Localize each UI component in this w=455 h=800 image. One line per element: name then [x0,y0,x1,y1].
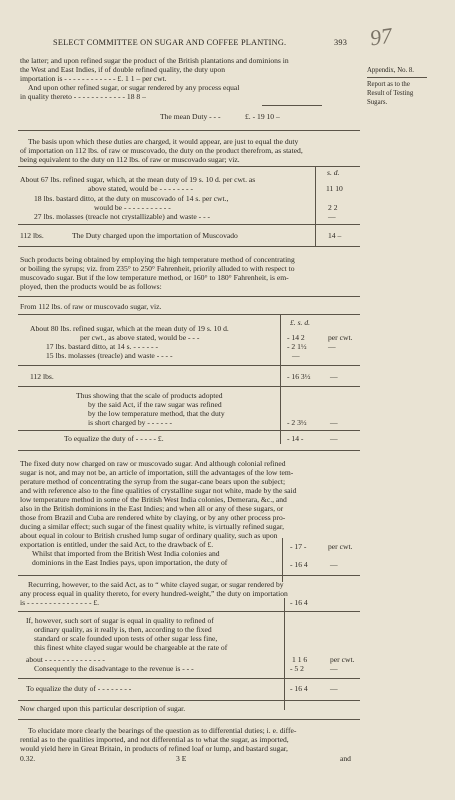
if-unit: per cwt. [330,655,355,664]
products-row: 17 lbs. bastard ditto, at 14 s. - - - - - - [46,342,158,351]
table-rule [18,224,360,225]
mean-duty-label: The mean Duty - - - [160,112,221,121]
intro-line: the latter; and upon refined sugar the product of the British plantations and dominions in [20,56,289,65]
basis-row: About 67 lbs. refined sugar, which, at the mean duty of 19 s. 10 d. per cwt. as [20,175,256,184]
if-value: 1 1 6 [292,655,308,664]
basis-line: The basis upon which these duties are charged, it would appear, are just to equal the duty [28,137,299,146]
sum-rule [262,105,322,106]
showing-line: is short charged by - - - - - - [88,418,172,427]
table-rule [18,386,360,387]
table-column-rule [315,166,316,246]
products-row-value: — [292,351,300,360]
fixed-line: low temperature method in some of the British West India colonies, Demerara, &c., and [20,495,287,504]
section-rule [18,130,360,131]
conseq-line: Consequently the disadvantage to the revenue is - - - [34,664,194,673]
basis-total-value: 14 – [328,231,342,240]
table-rule [18,314,360,315]
table-top-rule [18,166,360,167]
margin-note-line: Sugars. [367,99,388,106]
intro-line: in quality thereto - - - - - - - - - - - - 18 8 – [20,92,146,101]
equalize-value: - 14 - [287,434,304,443]
basis-line: of importation on 112 lbs. of raw or muscovado, the duty on the product therefrom, as stated, [20,146,303,155]
whilst-line: dominions in the East Indies pays, upon importation, the duty of [32,558,228,567]
products-row-value: - 2 1½ [287,342,307,351]
closing-line: would yield here in Great Britain, in products of refined loaf or lump, and bastard sugar, [20,744,288,753]
margin-note [367,66,427,107]
equalize-unit: — [330,684,338,693]
products-row-value: - 14 2 [287,333,305,342]
products-total-label: 112 lbs. [30,372,54,381]
products-line: muscovado sugar. But if the low temperature method, or 160° to 180° Fahrenheit, is em- [20,273,289,282]
showing-line: by the low temperature method, that the duty [88,409,225,418]
basis-row: 27 lbs. molasses (treacle not crystallizable) and waste - - - [34,212,211,221]
fixed-line: exportation is entitled, under the said Act, to the drawback of £. [20,540,214,549]
column-head: £. s. d. [290,318,311,327]
margin-note-line: Appendix, No. 8. [367,67,415,74]
from-line: From 112 lbs. of raw or muscovado sugar, viz. [20,302,162,311]
intro-line: And upon other refined sugar, or sugar rendered by any process equal [28,83,240,92]
footer-signature: 0.32. [20,754,36,763]
products-row-unit: — [328,342,336,351]
if-line: about - - - - - - - - - - - - - - [26,655,105,664]
margin-note-line: Result of Testing [367,90,414,97]
handwritten-folio-number: 97 [368,22,394,51]
section-rule [18,246,360,247]
table-column-rule [284,598,285,710]
section-rule [18,450,360,451]
margin-rule [367,77,427,78]
fixed-line: those from Brazil and Cuba are rendered white by claying, or by any other process pro- [20,513,286,522]
products-row: per cwt., as above stated, would be - - - [80,333,200,342]
whilst-value: - 16 4 [290,560,308,569]
conseq-value: - 5 2 [290,664,304,673]
showing-line: Thus showing that the scale of products adopted [76,391,223,400]
if-line: this finest white clayed sugar would be chargeable at the rate of [34,643,228,652]
table-column-rule [280,314,281,444]
table-rule [18,365,360,366]
products-row-unit: per cwt. [328,333,353,342]
basis-total-text: The Duty charged upon the importation of Muscovado [72,231,238,240]
fixed-line: The fixed duty now charged on raw or muscovado sugar. And although colonial refined [20,459,286,468]
fixed-line: ducing a similar effect; such sugar of the finest quality white, is virtually refined sugar, [20,522,284,531]
page-number: 393 [334,38,348,47]
basis-row-value: 2 2 [328,203,338,212]
equalize-label: To equalize the duty of - - - - - £. [64,434,164,443]
basis-row-value: — [328,212,336,221]
closing-line: rential as to the qualities imported, and not differential as to what the sugar, as imported, [20,735,289,744]
table-rule [18,430,360,431]
table-rule [18,700,360,701]
if-line: If, however, such sort of sugar is equal in quality to refined of [26,616,214,625]
intro-line: importation is - - - - - - - - - - - - £. 1 1 – per cwt. [20,74,167,83]
table-top-rule [18,296,360,297]
fixed-line: and with reference also to the fine qualities of crystalline sugar not white, made by the said [20,486,297,495]
recurring-line: is - - - - - - - - - - - - - - - £. [20,598,100,607]
products-row: 15 lbs. molasses (treacle) and waste - - - - [46,351,173,360]
footer-gathering-mark: 3 E [176,754,187,763]
fixed-line: also in the British dominions in the East Indies; and when all or any of these sugars, or [20,504,284,513]
basis-line: being equivalent to the duty on 112 lbs. of raw or muscovado sugar; viz. [20,155,240,164]
fixed-line: perature method of concentrating the syrup from the sugar-cane bears upon the subject; [20,477,286,486]
drawback-value: - 17 - [290,542,307,551]
showing-line: by the said Act, if the raw sugar was refined [88,400,222,409]
if-line: ordinary quality, as it really is, then, according to the fixed [34,625,212,634]
products-line: Such products being obtained by employing the high temperature method of concentrating [20,255,295,264]
products-line: ployed, then the products would be as follows: [20,282,162,291]
whilst-line: Whilst that imported from the British West India colonies and [32,549,220,558]
now-charged-line: Now charged upon this particular description of sugar. [20,704,186,713]
closing-line: To elucidate more clearly the bearings of the question as to differential duties; i. e. diffe- [28,726,297,735]
basis-row: above stated, would be - - - - - - - - [88,184,194,193]
section-rule [18,719,360,720]
conseq-unit: — [330,664,338,673]
column-head: s. d. [327,168,340,177]
products-total-value: - 16 3½ [287,372,311,381]
showing-value: - 2 3½ [287,418,307,427]
if-line: standard or scale founded upon tests of other sugar less fine, [34,634,218,643]
products-line: or boiling the syrups; viz. from 235° to 250° Fahrenheit, priorily alluded to with respect to [20,264,295,273]
mean-duty-value: £. - 19 10 – [245,112,280,121]
intro-line: the West and East Indies, if of double refined quality, the duty upon [20,65,226,74]
basis-row: would be - - - - - - - - - - - [94,203,171,212]
running-title: SELECT COMMITTEE ON SUGAR AND COFFEE PLANTING. [53,38,287,47]
equalize-value: - 16 4 [290,684,308,693]
recurring-line: any process equal in quality thereto, for every hundred-weight,” the duty on importation [20,589,288,598]
section-rule [18,575,360,576]
fixed-line: sugar is not, and may not be, an article of importation, still the advantages of the low tem- [20,468,294,477]
basis-row-value: 11 10 [326,184,343,193]
equalize-label: To equalize the duty of - - - - - - - - [26,684,132,693]
equalize-unit: — [330,434,338,443]
recurring-line: Recurring, however, to the said Act, as to “ white clayed sugar, or sugar rendered by [28,580,284,589]
basis-total-label: 112 lbs. [20,231,44,240]
products-total-unit: — [330,372,338,381]
whilst-unit: — [330,560,338,569]
recurring-value: - 16 4 [290,598,308,607]
basis-row: 18 lbs. bastard ditto, at the duty on muscovado of 14 s. per cwt., [34,194,229,203]
catchword: and [340,754,351,763]
showing-unit: — [330,418,338,427]
table-rule [18,611,360,612]
table-rule [18,678,360,679]
fixed-line: about equal in colour to British crushed lump sugar of ordinary quality, such as upon [20,531,278,540]
products-row: About 80 lbs. refined sugar, which at the mean duty of 19 s. 10 d. [30,324,229,333]
drawback-unit: per cwt. [328,542,353,551]
margin-note-line: Report as to the [367,81,410,88]
